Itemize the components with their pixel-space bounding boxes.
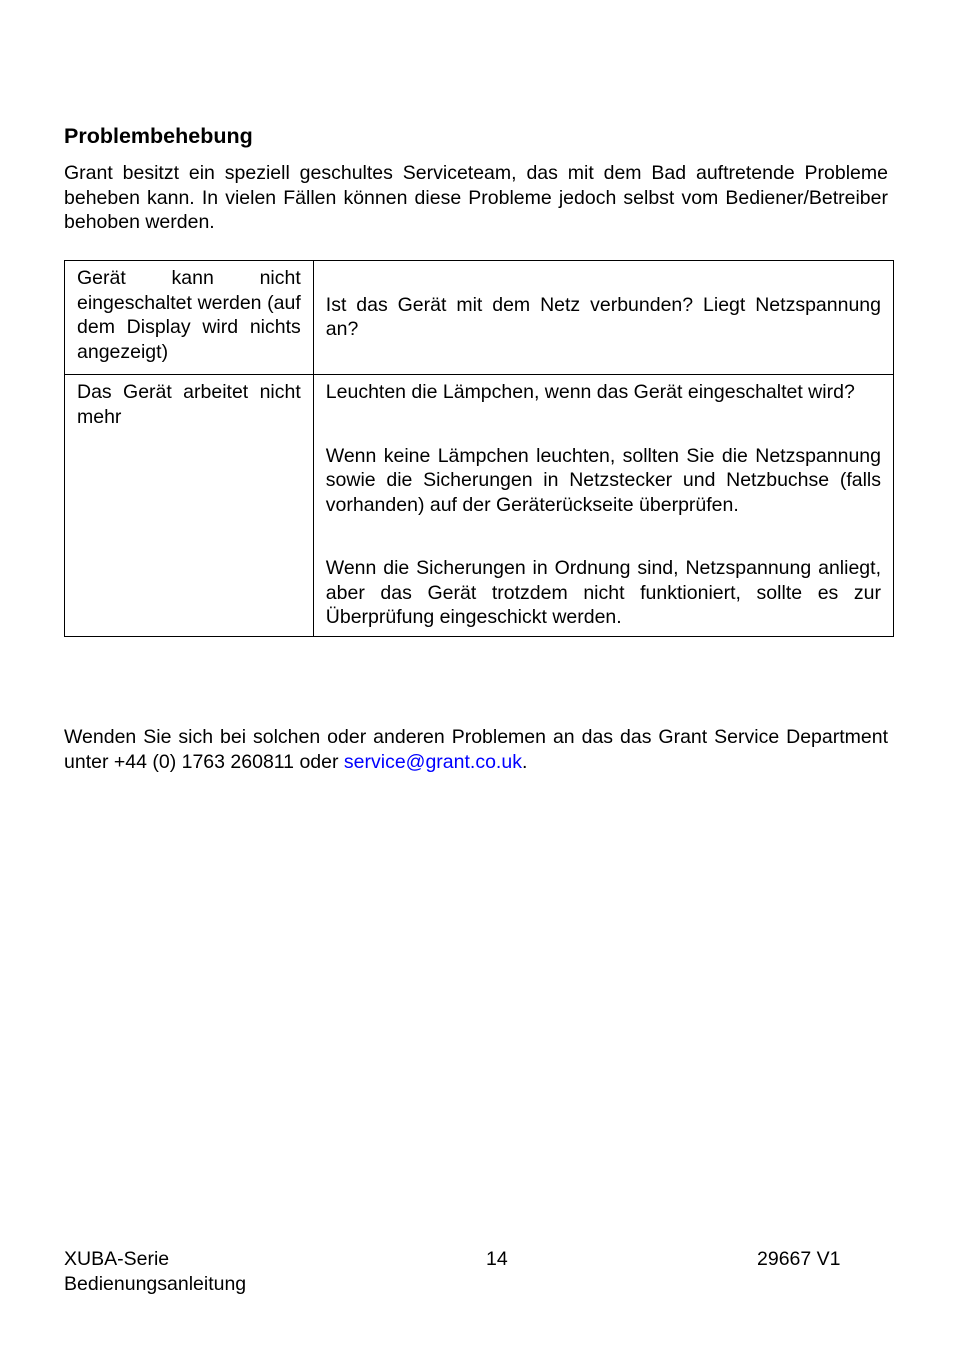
email-link[interactable]: service@grant.co.uk bbox=[343, 750, 522, 773]
table-row bbox=[65, 261, 894, 375]
contact-paragraph bbox=[64, 725, 888, 774]
document-id: 29667 V1 bbox=[757, 1248, 841, 1270]
page-number: 14 bbox=[486, 1248, 508, 1270]
problem-text: Das Gerät arbeitet nicht mehr bbox=[77, 381, 301, 428]
footer-left bbox=[64, 1247, 246, 1296]
solution-text: Leuchten die Lämpchen, wenn das Gerät eingeschaltet wird? bbox=[325, 381, 855, 403]
intro-paragraph: Grant besitzt ein speziell geschultes Serviceteam, das mit dem Bad auftretende Probleme beheben kann. In vielen Fällen können diese Probleme jedoch selbst vom Bediener/Betreiber behoben werden. bbox=[64, 162, 888, 233]
page-title: Problembehebung bbox=[64, 124, 253, 148]
solution-text: Wenn keine Lämpchen leuchten, sollten Sie die Netzspannung sowie die Sicherungen in Netzstecker und Netzbuchse (falls vorhanden) auf der Geräterückseite überprüfen. bbox=[325, 444, 881, 516]
footer-series: XUBA-Serie bbox=[64, 1248, 170, 1270]
footer-manual: Bedienungsanleitung bbox=[64, 1272, 247, 1295]
contact-text: Wenden Sie sich bei solchen oder anderen Problemen an das das Grant Service Department unter +44 (0) 1763 260811 oder bbox=[64, 726, 888, 773]
problem-text: Gerät kann nicht eingeschaltet werden (auf dem Display wird nichts angezeigt) bbox=[77, 267, 301, 363]
contact-end: . bbox=[521, 750, 528, 773]
problem-cell bbox=[65, 375, 314, 637]
problem-cell bbox=[65, 261, 314, 375]
solution-text: Ist das Gerät mit dem Netz verbunden? Liegt Netzspannung an? bbox=[325, 293, 881, 340]
solution-text: Wenn die Sicherungen in Ordnung sind, Netzspannung anliegt, aber das Gerät trotzdem nicht funktioniert, sollte es zur Überprüfung eingeschickt werden. bbox=[325, 557, 881, 628]
table-row bbox=[65, 375, 894, 637]
solution-cell bbox=[313, 261, 893, 375]
troubleshooting-table bbox=[64, 260, 894, 637]
solution-cell bbox=[313, 375, 893, 637]
